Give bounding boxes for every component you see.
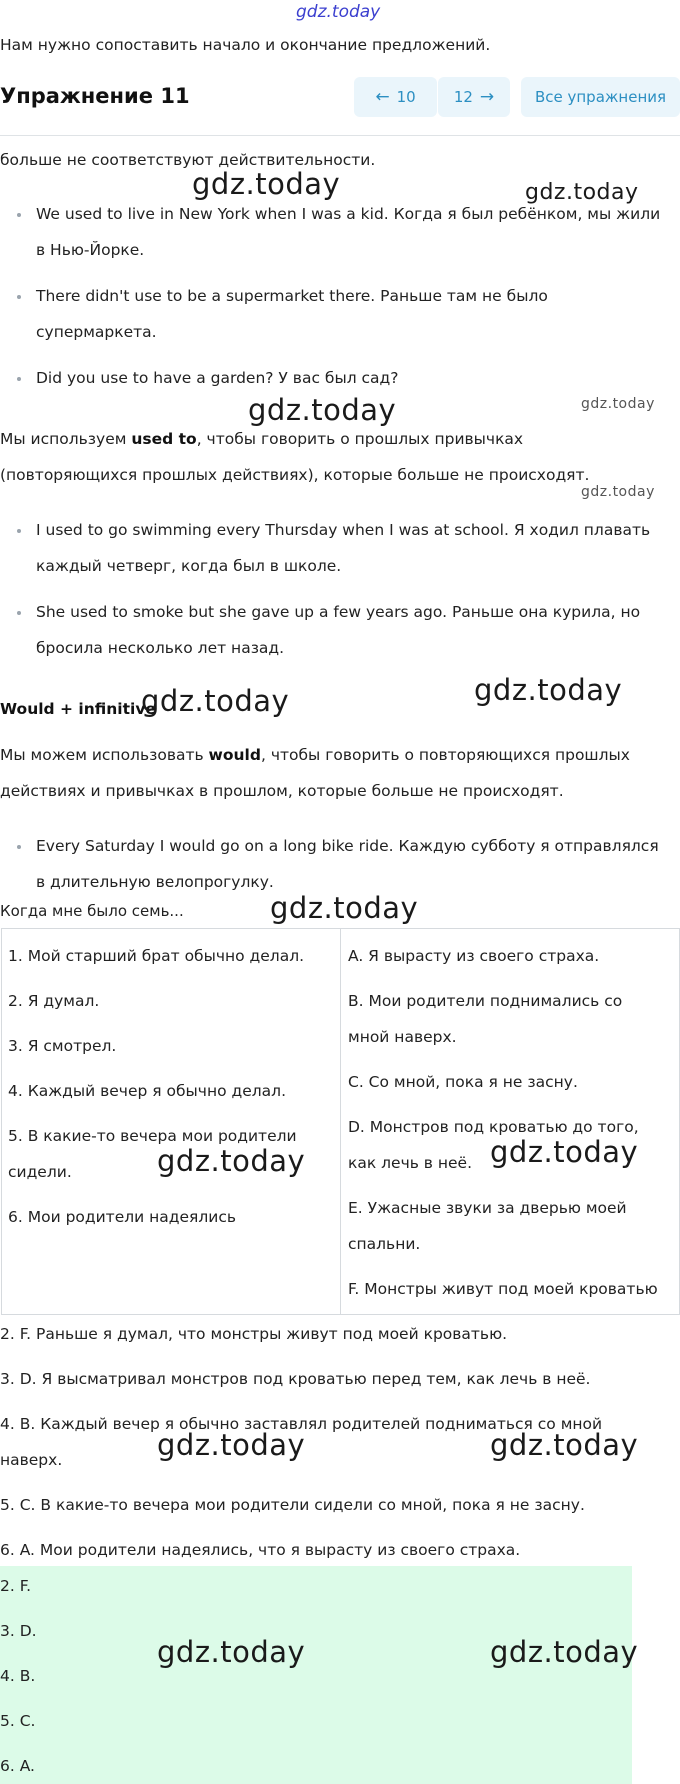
bullet — [17, 213, 21, 217]
answer-item: 6. A. — [0, 1757, 35, 1775]
task-intro: Когда мне было семь... — [0, 902, 184, 920]
example-line: I used to go swimming every Thursday when I was at school. Я ходил плавать — [36, 521, 651, 539]
watermark: gdz.today — [474, 673, 623, 707]
next-exercise-label: 12 — [453, 88, 473, 106]
table-left-cell: 5. В какие-то вечера мои родители — [8, 1127, 297, 1145]
para-text: Мы можем использовать — [0, 746, 209, 764]
arrow-left-icon: ← — [375, 87, 390, 107]
table-right-cell: C. Со мной, пока я не засну. — [348, 1073, 578, 1091]
would-paragraph — [0, 745, 630, 765]
bullet — [17, 845, 21, 849]
example-line: в длительную велопрогулку. — [36, 873, 274, 891]
table-left-cell: 1. Мой старший брат обычно делал. — [8, 947, 305, 965]
table-right-cell: E. Ужасные звуки за дверью моей — [348, 1199, 627, 1217]
used-to-paragraph-line2: (повторяющихся прошлых действиях), которые больше не происходят. — [0, 466, 590, 484]
example-line: Every Saturday I would go on a long bike ride. Каждую субботу я отправлялся — [36, 837, 659, 855]
para-text: , чтобы говорить о повторяющихся прошлых — [260, 746, 630, 764]
result-sentence: наверх. — [0, 1451, 63, 1469]
example-line: каждый четверг, когда был в школе. — [36, 557, 342, 575]
watermark: gdz.today — [490, 1428, 639, 1462]
example-line: We used to live in New York when I was a kid. Когда я был ребёнком, мы жили — [36, 205, 661, 223]
watermark: gdz.today — [248, 393, 397, 427]
table-left-cell: 2. Я думал. — [8, 992, 100, 1010]
para-term: would — [208, 746, 261, 764]
answer-item: 5. C. — [0, 1712, 36, 1730]
example-line: She used to smoke but she gave up a few years ago. Раньше она курила, но — [36, 603, 641, 621]
bullet — [17, 295, 21, 299]
answers-box — [0, 1566, 632, 1784]
para-text: , чтобы говорить о прошлых привычках — [196, 430, 524, 448]
bullet — [17, 529, 21, 533]
watermark: gdz.today — [525, 180, 639, 205]
table-divider — [340, 928, 341, 1315]
table-right-cell: как лечь в неё. — [348, 1154, 473, 1172]
all-exercises-label: Все упражнения — [534, 88, 667, 106]
answer-item: 3. D. — [0, 1622, 37, 1640]
table-right-cell: F. Монстры живут под моей кроватью — [348, 1280, 658, 1298]
table-right-cell: спальни. — [348, 1235, 421, 1253]
watermark: gdz.today — [490, 1135, 639, 1169]
watermark: gdz.today — [581, 484, 655, 500]
answer-item: 2. F. — [0, 1577, 32, 1595]
site-logo[interactable]: gdz.today — [296, 2, 381, 22]
table-right-cell: A. Я вырасту из своего страха. — [348, 947, 600, 965]
watermark: gdz.today — [141, 684, 290, 718]
would-heading: Would + infinitive — [0, 700, 156, 718]
table-left-cell: 3. Я смотрел. — [8, 1037, 117, 1055]
watermark: gdz.today — [270, 891, 419, 925]
watermark: gdz.today — [157, 1144, 306, 1178]
table-right-cell: мной наверх. — [348, 1028, 457, 1046]
watermark: gdz.today — [157, 1428, 306, 1462]
watermark: gdz.today — [157, 1635, 306, 1669]
example-line: в Нью-Йорке. — [36, 241, 145, 259]
table-left-cell: сидели. — [8, 1163, 72, 1181]
example-line: бросила несколько лет назад. — [36, 639, 285, 657]
table-left-cell: 6. Мои родители надеялись — [8, 1208, 237, 1226]
header-divider — [0, 135, 680, 136]
para-text: Мы используем — [0, 430, 132, 448]
table-right-cell: B. Мои родители поднимались со — [348, 992, 623, 1010]
prev-exercise-button[interactable] — [354, 77, 437, 117]
watermark: gdz.today — [490, 1635, 639, 1669]
page-title: Упражнение 11 — [0, 84, 190, 108]
watermark: gdz.today — [581, 396, 655, 412]
used-to-paragraph — [0, 429, 523, 449]
all-exercises-button[interactable] — [521, 77, 680, 117]
prev-exercise-label: 10 — [396, 88, 416, 106]
example-line: супермаркета. — [36, 323, 157, 341]
cut-line: больше не соответствуют действительности. — [0, 151, 376, 169]
para-term: used to — [131, 430, 197, 448]
intro-text: Нам нужно сопоставить начало и окончание предложений. — [0, 36, 491, 54]
would-paragraph-line2: действиях и привычках в прошлом, которые больше не происходят. — [0, 782, 564, 800]
result-sentence: 6. A. Мои родители надеялись, что я вырасту из своего страха. — [0, 1541, 521, 1559]
next-exercise-button[interactable] — [438, 77, 510, 117]
arrow-right-icon: → — [479, 87, 495, 107]
watermark: gdz.today — [192, 167, 341, 201]
result-sentence: 5. C. В какие-то вечера мои родители сидели со мной, пока я не засну. — [0, 1496, 585, 1514]
table-right-cell: D. Монстров под кроватью до того, — [348, 1118, 639, 1136]
bullet — [17, 611, 21, 615]
result-sentence: 4. B. Каждый вечер я обычно заставлял родителей подниматься со мной — [0, 1415, 603, 1433]
bullet — [17, 377, 21, 381]
table-left-cell: 4. Каждый вечер я обычно делал. — [8, 1082, 286, 1100]
result-sentence: 3. D. Я высматривал монстров под кроватью перед тем, как лечь в неё. — [0, 1370, 591, 1388]
result-sentence: 2. F. Раньше я думал, что монстры живут под моей кроватью. — [0, 1325, 508, 1343]
example-line: Did you use to have a garden? У вас был сад? — [36, 369, 399, 387]
example-line: There didn't use to be a supermarket there. Раньше там не было — [36, 287, 548, 305]
answer-item: 4. B. — [0, 1667, 36, 1685]
